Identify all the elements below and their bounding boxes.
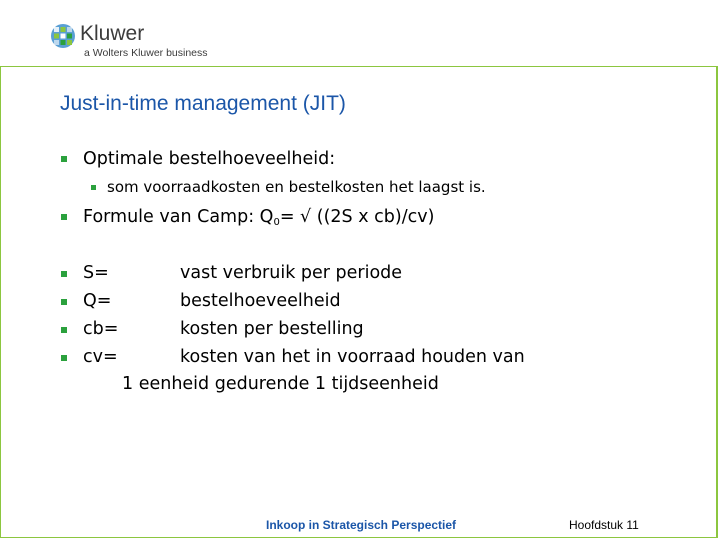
bullet-marker — [61, 327, 67, 333]
bullet-formula — [83, 207, 434, 228]
formula-subscript: 0 — [273, 217, 280, 228]
bullet-marker — [61, 156, 67, 162]
footer-chapter: Hoofdstuk 11 — [569, 518, 639, 532]
bullet-optimal: Optimale bestelhoeveelheid: — [83, 149, 336, 169]
definition-value: kosten per bestelling — [180, 319, 364, 339]
slide-title: Just-in-time management (JIT) — [60, 92, 346, 115]
definition-value: vast verbruik per periode — [180, 263, 403, 283]
bullet-marker — [61, 271, 67, 277]
bullet-marker — [61, 355, 67, 361]
definition-continuation: 1 eenheid gedurende 1 tijdseenheid — [122, 374, 439, 394]
definition-key: cv= — [83, 347, 118, 367]
formula-prefix: Formule van Camp: Q — [83, 207, 274, 227]
definition-key: Q= — [83, 291, 112, 311]
kluwer-globe-icon — [50, 23, 76, 49]
definition-value: bestelhoeveelheid — [180, 291, 341, 311]
definition-key: cb= — [83, 319, 119, 339]
brand-tagline: a Wolters Kluwer business — [84, 47, 208, 59]
bullet-marker — [61, 214, 67, 220]
footer-book-title: Inkoop in Strategisch Perspectief — [266, 518, 457, 532]
sub-bullet-marker — [91, 185, 96, 190]
kluwer-logo — [50, 20, 240, 60]
sub-bullet-optimal: som voorraadkosten en bestelkosten het laagst is. — [107, 178, 486, 196]
formula-suffix: = √ ((2S x cb)/cv) — [279, 207, 435, 227]
definition-key: S= — [83, 263, 109, 283]
bullet-marker — [61, 299, 67, 305]
definition-value: kosten van het in voorraad houden van — [180, 347, 525, 367]
brand-name: Kluwer — [80, 22, 145, 45]
